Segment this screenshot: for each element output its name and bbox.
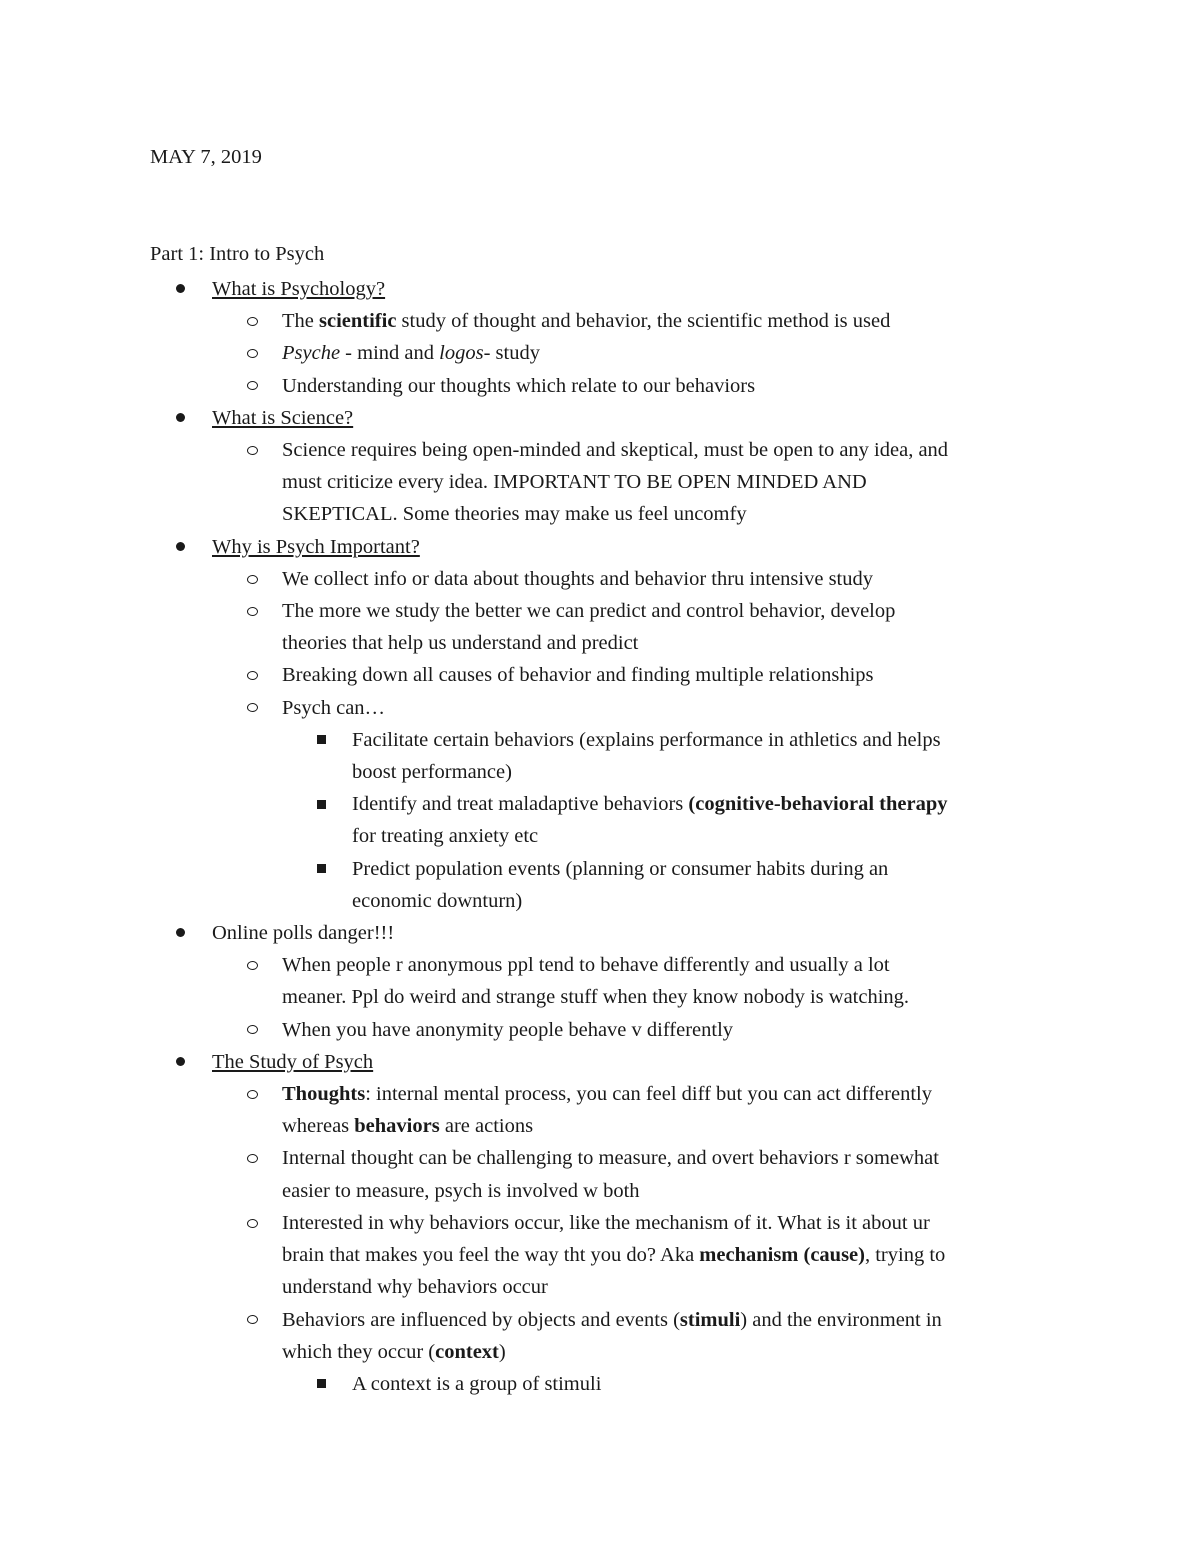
list-item-continuation <box>0 466 1200 498</box>
text-run: - mind and <box>340 342 440 365</box>
part-title: Part 1: Intro to Psych <box>150 243 325 265</box>
square-bullet-icon <box>317 724 326 756</box>
list-item <box>0 337 1200 369</box>
square-bullet-icon <box>317 853 326 885</box>
bold-text: Thoughts <box>282 1083 366 1106</box>
text-run: ) and the environment in <box>740 1308 942 1331</box>
text-run: Interested in why behaviors occur, like the mechanism of it. What is it about ur <box>282 1211 930 1234</box>
section-heading: Why is Psych Important? <box>212 535 420 558</box>
hollow-bullet-icon <box>247 370 258 402</box>
list-item <box>0 1046 1200 1078</box>
text-run: are actions <box>439 1115 534 1138</box>
list-item <box>0 1368 1200 1400</box>
list-item-continuation <box>0 981 1200 1013</box>
list-item <box>0 724 1200 756</box>
hollow-bullet-icon <box>247 337 258 369</box>
hollow-bullet-icon <box>247 434 258 466</box>
hollow-bullet-icon <box>247 659 258 691</box>
list-item <box>0 788 1200 820</box>
text-run: Facilitate certain behaviors (explains performance in athletics and helps <box>352 728 941 751</box>
text-run: Psych can… <box>282 696 386 719</box>
hollow-bullet-icon <box>247 1142 258 1174</box>
text-run: easier to measure, psych is involved w both <box>282 1179 640 1202</box>
list-item <box>0 1207 1200 1239</box>
square-bullet-icon <box>317 1368 326 1400</box>
list-item-continuation <box>0 1239 1200 1271</box>
list-item <box>0 853 1200 885</box>
list-item <box>0 1304 1200 1336</box>
text-run: Understanding our thoughts which relate to our behaviors <box>282 374 756 397</box>
text-run: brain that makes you feel the way tht you do? Aka <box>282 1244 700 1267</box>
italic-text: logos <box>439 342 484 365</box>
list-item <box>0 659 1200 691</box>
list-item-continuation <box>0 756 1200 788</box>
filled-bullet-icon <box>176 531 185 563</box>
text-run: meaner. Ppl do weird and strange stuff when they know nobody is watching. <box>282 986 910 1009</box>
list-item-continuation <box>0 498 1200 530</box>
text-run: We collect info or data about thoughts and behavior thru intensive study <box>282 567 873 590</box>
list-item <box>0 434 1200 466</box>
bold-text: context <box>435 1340 499 1363</box>
hollow-bullet-icon <box>247 1207 258 1239</box>
date-heading: MAY 7, 2019 <box>150 146 262 168</box>
list-item-continuation <box>0 1110 1200 1142</box>
text-run: study of thought and behavior, the scientific method is used <box>396 310 891 333</box>
text-run: The more we study the better we can predict and control behavior, develop <box>282 600 896 623</box>
filled-bullet-icon <box>176 1046 185 1078</box>
list-item <box>0 531 1200 563</box>
text-run: theories that help us understand and predict <box>282 632 639 655</box>
text-run: : internal mental process, you can feel diff but you can act differently <box>365 1083 932 1106</box>
list-item-continuation <box>0 1175 1200 1207</box>
text-run: - study <box>483 342 540 365</box>
text-run: boost performance) <box>352 761 512 784</box>
list-item <box>0 370 1200 402</box>
list-item-continuation <box>0 1271 1200 1303</box>
square-bullet-icon <box>317 788 326 820</box>
list-item-continuation <box>0 1336 1200 1368</box>
list-item <box>0 692 1200 724</box>
list-item <box>0 917 1200 949</box>
text-run: A context is a group of stimuli <box>352 1372 602 1395</box>
text-run: Identify and treat maladaptive behaviors <box>352 793 689 816</box>
bold-text: stimuli <box>679 1308 741 1331</box>
text-run: Science requires being open-minded and skeptical, must be open to any idea, and <box>282 439 949 462</box>
list-item <box>0 402 1200 434</box>
list-item-continuation <box>0 820 1200 852</box>
text-run: understand why behaviors occur <box>282 1276 548 1299</box>
bold-text: mechanism (cause) <box>699 1244 865 1267</box>
bold-text: behaviors <box>354 1115 440 1138</box>
hollow-bullet-icon <box>247 1304 258 1336</box>
section-heading: The Study of Psych <box>212 1050 374 1073</box>
filled-bullet-icon <box>176 402 185 434</box>
text-run: , trying to <box>864 1244 946 1267</box>
italic-text: Psyche <box>282 342 341 365</box>
hollow-bullet-icon <box>247 1078 258 1110</box>
text-run: When people r anonymous ppl tend to behave differently and usually a lot <box>282 954 890 977</box>
list-item-continuation <box>0 627 1200 659</box>
list-item <box>0 1142 1200 1174</box>
text-run: Behaviors are influenced by objects and events ( <box>282 1308 680 1331</box>
hollow-bullet-icon <box>247 305 258 337</box>
section-heading: What is Psychology? <box>212 278 386 300</box>
text-run: Internal thought can be challenging to measure, and overt behaviors r somewhat <box>282 1147 939 1170</box>
text-run: ) <box>498 1340 506 1363</box>
list-item <box>0 273 1200 305</box>
list-item <box>0 949 1200 981</box>
notes-outline <box>0 273 1200 1400</box>
text-run: which they occur ( <box>282 1340 436 1363</box>
text-run: whereas <box>282 1115 355 1138</box>
filled-bullet-icon <box>176 917 185 949</box>
text-run: SKEPTICAL. Some theories may make us feel uncomfy <box>282 503 747 526</box>
list-item <box>0 1078 1200 1110</box>
text-run: for treating anxiety etc <box>352 825 539 848</box>
section-heading: Online polls danger!!! <box>212 922 395 945</box>
text-run: Predict population events (planning or consumer habits during an <box>352 857 889 880</box>
list-item <box>0 1014 1200 1046</box>
text-run: When you have anonymity people behave v differently <box>282 1018 734 1041</box>
hollow-bullet-icon <box>247 692 258 724</box>
text-run: Breaking down all causes of behavior and finding multiple relationships <box>282 664 874 687</box>
text-run: economic downturn) <box>352 889 523 912</box>
list-item <box>0 595 1200 627</box>
hollow-bullet-icon <box>247 949 258 981</box>
bold-text: (cognitive-behavioral therapy <box>688 793 948 816</box>
filled-bullet-icon <box>176 273 185 305</box>
hollow-bullet-icon <box>247 595 258 627</box>
list-item-continuation <box>0 885 1200 917</box>
hollow-bullet-icon <box>247 1014 258 1046</box>
list-item <box>0 305 1200 337</box>
text-run: The <box>282 310 319 333</box>
text-run: must criticize every idea. IMPORTANT TO BE OPEN MINDED AND <box>282 471 867 494</box>
section-heading: What is Science? <box>212 406 354 429</box>
bold-text: scientific <box>319 310 397 333</box>
hollow-bullet-icon <box>247 563 258 595</box>
list-item <box>0 563 1200 595</box>
